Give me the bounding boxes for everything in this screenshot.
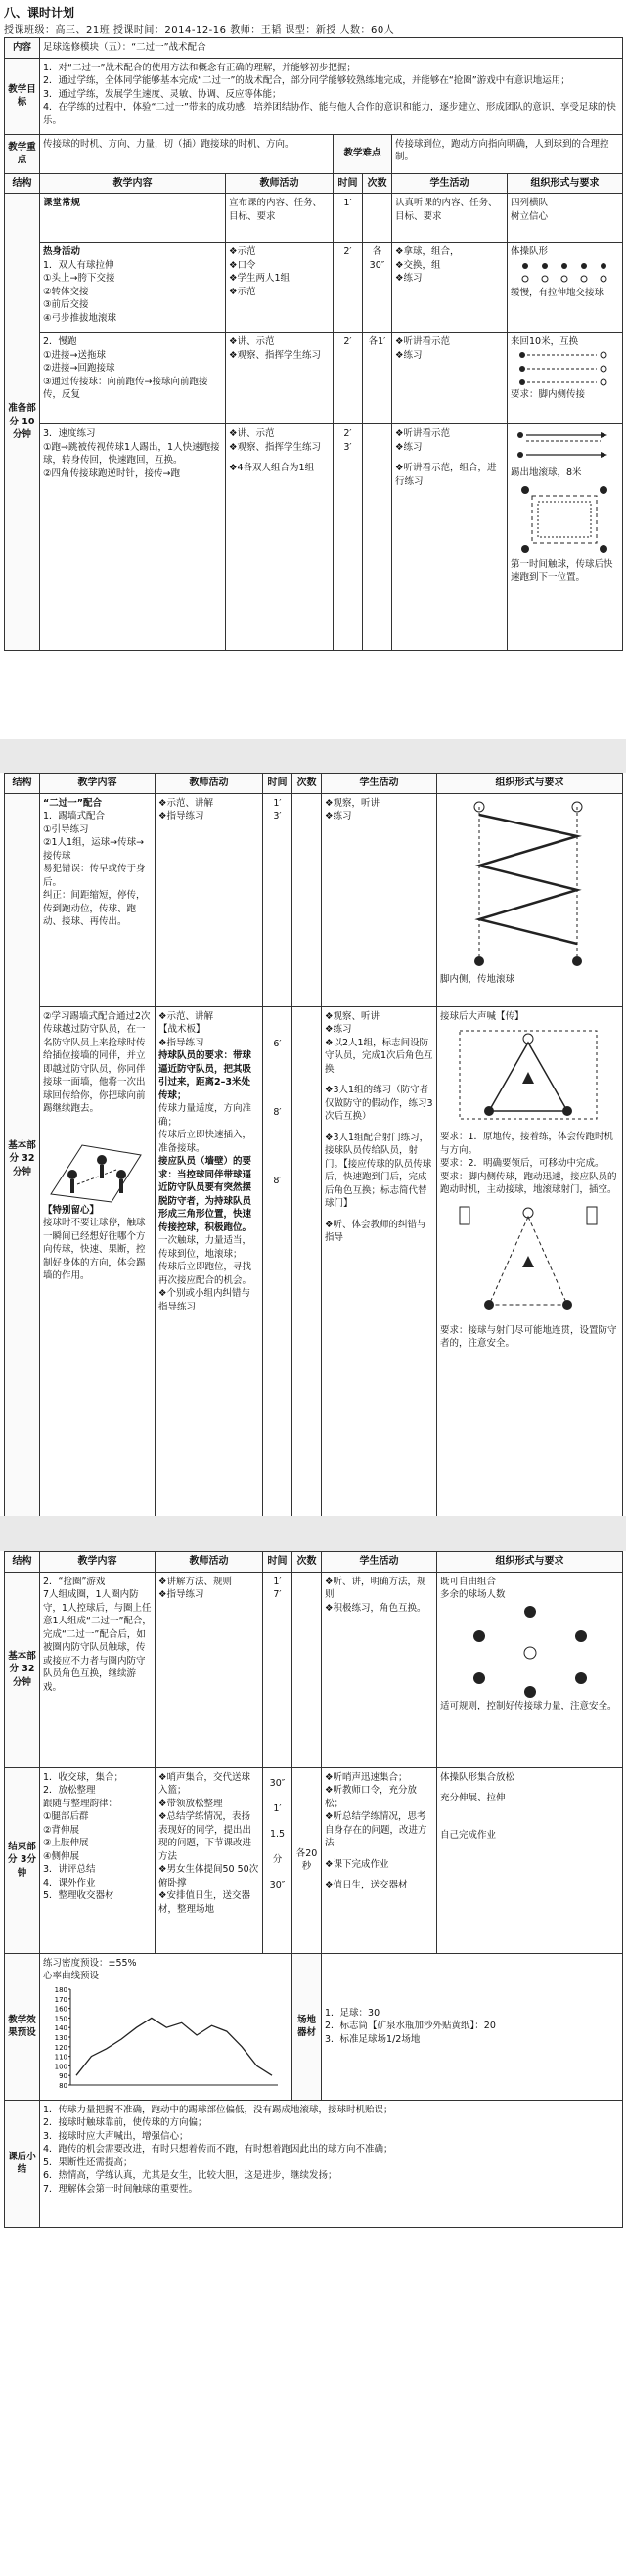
y-tick-label: 100 [54, 2062, 67, 2070]
table-row: 课后小结 1．传球力量把握不准确，跑动中的踢球部位偏低，没有踢成地滚球，接球时机贻误； 2．接球时触球靠前，使传球的方向偏； 3．接球时应大声喊出，增强信心； 4．跑传的机会需要改进，有时只想着传而不跑，有时想着跑因此出的球方向不准确； 5．果断性还需提高； 6．热情高，学练认真，尤其是女生，比较大胆，这是进步，继续发扬； 7．理解体会第一时间触球的重要性。 [5, 2100, 623, 2227]
section-prep: 准备部分 10分钟 [5, 194, 40, 651]
y-tick-label: 80 [59, 2081, 67, 2090]
table-row: 2．慢跑 ①进接→送拖球 ②进接→回跑接球 ③通过传接球：向前跑传→接球向前跑接传，反复 ❖讲、示范 ❖观察、指挥学生练习 2′ 各1′ ❖听讲看示范 ❖练习 来回10米，互换 要求：脚内侧传接 [5, 333, 623, 424]
closing-part-table: 结构 教学内容 教师活动 时间 次数 学生活动 组织形式与要求 基本部分 32分钟 2．“抢圈”游戏 7人组成圈，1人圈内防守，1人控球后，与圈上任意1人组成“二过一”配合，完成“二过一”配合后，如被圈内防守队员触球，传或接应不力者与圈内防守队员角色互换，继续游戏。 ❖讲解方法、规则 ❖指导练习 1′ 7′ ❖听、讲，明确方法，规则 ❖积极练习，角色互换。 既可自由组合 多余的球场人数 适可规则，控制好传接球力量，注意安全。 结束部分 3分钟 1．收交球，集合； 2．放松整理 跟随与整理韵律： ①腿部后群 ②背伸展 ③上肢伸展 ④侧伸展 3．讲评总结 4．课外作业 5．整理收交器材 ❖哨声集合，交代送球入篮； ❖带领放松整理 ❖总结学练情况，表扬表现好的同学，提出出现的问题，下节课改进方法 ❖男女生体提间50 50次俯卧撑 ❖安排值日生，送交器材，整理场地 30″ 1′ 1.5分 30″ 各20秒 ❖听哨声迅速集合； ❖听教师口令，充分放松； ❖听总结学练情况，思考自身存在的问题，改进方法 ❖课下完成作业 ❖值日生，送交器材 体操队形集合放松 充分伸展、拉伸 自己完成作业 教学效果预设 练习密度预设：±55% 心率曲线预设 180 170 160 150 140 130 120 110 100 90 80 场地器材 1．足球：30 2．标志筒【矿泉水瓶加沙外贴黄纸】：20 3．标准足球场1/2场地 课后小结 1．传球力量把握不准确，跑动中的踢球部位偏低，没有踢成地滚球，接球时机贻误； 2．接球时触球靠前，使传球的方向偏； 3．接球时应大声喊出，增强信心； 4．跑传的机会需要改进，有时只想着传而不跑，有时想着跑因此出的球方向不准确； 5．果断性还需提高； 6．热情高，学练认真，尤其是女生，比较大胆，这是进步，继续发扬； 7．理解体会第一时间触球的重要性。 [4, 1551, 623, 2228]
shooting-drill-diagram [440, 1197, 620, 1324]
diff-label: 教学难点 [334, 134, 392, 173]
square-pass-diagram [511, 480, 618, 558]
key-label: 教学重点 [5, 134, 40, 173]
content-label: 内容 [5, 38, 40, 59]
col-student: 学生活动 [392, 173, 508, 194]
col-time: 时间 [334, 173, 363, 194]
key-value: 传接球的时机、方向、力量，切（插）跑接球的时机、方向。 [40, 134, 334, 173]
table-row: 结束部分 3分钟 1．收交球，集合； 2．放松整理 跟随与整理韵律： ①腿部后群 ②背伸展 ③上肢伸展 ④侧伸展 3．讲评总结 4．课外作业 5．整理收交器材 ❖哨声集合，交代送球入篮； ❖带领放松整理 ❖总结学练情况，表扬表现好的同学，提出出现的问题，下节课改进方法 ❖男女生体提间50 50次俯卧撑 ❖安排值日生，送交器材，整理场地 30″ 1′ 1.5分 30″ 各20秒 ❖听哨声迅速集合； ❖听教师口令，充分放松； ❖听总结学练情况，思考自身存在的问题，改进方法 ❖课下完成作业 ❖值日生，送交器材 体操队形集合放松 充分伸展、拉伸 自己完成作业 [5, 1767, 623, 1953]
table-row: 准备部分 10分钟 课堂常规 宣布课的内容、任务、目标、要求 1′ 认真听课的内容、任务、目标、要求 四列横队 树立信心 [5, 194, 623, 243]
chart-axes [70, 1989, 278, 2085]
y-tick-label: 90 [59, 2071, 67, 2080]
table-row: 基本部分 32分钟 2．“抢圈”游戏 7人组成圈，1人圈内防守，1人控球后，与圈上任意1人组成“二过一”配合，完成“二过一”配合后，如被圈内防守队员触球，传或接应不力者与圈内防守队员角色互换，继续游戏。 ❖讲解方法、规则 ❖指导练习 1′ 7′ ❖听、讲，明确方法，规则 ❖积极练习，角色互换。 既可自由组合 多余的球场人数 适可规则，控制好传接球力量，注意安全。 [5, 1572, 623, 1767]
col-content: 教学内容 [40, 173, 226, 194]
header-table [4, 37, 623, 651]
basic-part-table: 结构 教学内容 教师活动 时间 次数 学生活动 组织形式与要求 基本部分 32分钟 “二过一”配合 1．踢墙式配合 ①引导练习 ②1人1组，运球→传球→接传球 易犯错误：传早或传于身后。 纠正：间距缩短，停传，传到跑动位，传球、跑动、接球、再传出。 ❖示范、讲解 ❖指导练习 1′ 3′ ❖观察，听讲 ❖练习 脚内侧，传地滚球 ②学习踢墙式配合通过2次传球越过防守队员，在一名防守队员上来抢球时传给插位接墙的同伴，并立即越过防守队员，你同伴接球一面墙，他将一次出球回传给你，你把球向前踢继续跑去。 【特别留心】 接球时不要让球停，触球一瞬间已经想好往哪个方向传球，快速、果断，控制好身体的方向，体会踢墙的作用。 ❖示范、讲解 【战术板】 ❖指导练习 持球队员的要求：带球逼近防守队员，把其吸引过来，距离2–3米处传球； 传球力量适度，方向准确； 传球后立即快速插入，准备接球。 接应队员（墙壁）的要求：当控球同伴带球逼近防守队员要有突然摆脱防守者，为持球队员形成三角形位置，快速传接控球，积极跑位。 一次触球，力量适当，传球到位，地滚球； 传球后立即跑位，寻找再次接应配合的机会。 ❖个别或小组内纠错与指导练习 6′ 8′ 8′ ❖观察、听讲 ❖练习 ❖以2人1组，标志间设防守队员，完成1次后角色互换 ❖3人1组的练习（防守者仅做防守的假动作，练习3次后互换） ❖3人1组配合射门练习，接球队员传给队员，射门。【接应传球的队员传球后，快速跑到门后，完成后角色互换；标志简代替球门】 ❖听、体会教师的纠错与指导 接球后大声喊【传】 要求：1．原地传，接着练，体会传跑时机与方向。 要求：2．明确要领后，可移动中完成。 要求：脚内侧传球，跑动迅速，接应队员的跑动时机，主动接球，地滚球射门，插空。 要求：接球与射门尽可能地连贯，设置防守者的，注意安全。 [4, 773, 623, 1526]
heart-rate-line [76, 2018, 272, 2075]
class-info: 授课班级：高三、21班 授课时间：2014-12-16 教师：王韬 课型：新授 人数：60人 [4, 25, 395, 36]
density-text: 练习密度预设：±55% [43, 1957, 137, 1969]
y-tick-label: 140 [54, 2023, 67, 2032]
heart-rate-chart [43, 1983, 288, 2091]
y-tick-label: 160 [54, 2005, 67, 2014]
curve-title: 心率曲线预设 [43, 1971, 100, 1981]
page-title: 八、课时计划 [4, 6, 75, 20]
formation-diagram [511, 259, 618, 287]
col-org: 组织形式与要求 [508, 173, 623, 194]
speed-drill-diagram [511, 427, 618, 466]
goals-list: 1．对“二过一”战术配合的使用方法和概念有正确的理解，并能够初步把握； 2．通过学练，全体同学能够基本完成“二过一”的战术配合，部分同学能够较熟练地完成，并能够在“抢圈”游戏中有意识地运用； 3．通过学练，发展学生速度、灵敏、协调、反应等体能； 4．在学练的过程中，体验“二过一”带来的成功感，培养团结协作、能与他人合作的意识和能力，逐步建立、形成团队的意识，享受足球的快乐。 [40, 58, 623, 134]
zigzag-pass-diagram [440, 797, 620, 973]
table-row: 基本部分 32分钟 “二过一”配合 1．踢墙式配合 ①引导练习 ②1人1组，运球→传球→接传球 易犯错误：传早或传于身后。 纠正：间距缩短，停传，传到跑动位，传球、跑动、接球、再传出。 ❖示范、讲解 ❖指导练习 1′ 3′ ❖观察，听讲 ❖练习 脚内侧，传地滚球 [5, 793, 623, 1006]
wall-pass-figure [43, 1116, 151, 1204]
y-tick-label: 150 [54, 2014, 67, 2022]
table-row: 3．速度练习 ①跑→跳被传视传球1人踢出，1人快速跑接球，转身传回，快速跑回，互换。 ②四角传接球跑逆时针，接传→跑 ❖讲、示范 ❖观察、指挥学生练习 ❖4各双人组合为1组 2′ 3′ ❖听讲看示范 ❖练习 ❖听讲看示范，组合，进行练习 踢出地滚球，8米 第一时间触球，传球后快速跑到下一位置。 [5, 424, 623, 651]
col-count: 次数 [363, 173, 392, 194]
col-teacher: 教师活动 [226, 173, 334, 194]
y-tick-label: 130 [54, 2033, 67, 2042]
table-row: 热身活动 1．双人有球拉伸 ①头上→胯下交接 ②转体交接 ③前后交接 ④弓步推拔地滚球 ❖示范 ❖口令 ❖学生两人1组 ❖示范 2′ 各30″ ❖拿球，组合， ❖交换，组 ❖练习 体操队形 缓慢，有拉伸地交接球 [5, 243, 623, 333]
content-value: 足球选修模块（五）：“二过一”战术配合 [40, 38, 623, 59]
circle-game-diagram [440, 1602, 620, 1700]
triangle-pass-diagram [440, 1023, 620, 1131]
y-tick-label: 110 [54, 2053, 67, 2062]
y-tick-label: 180 [54, 1985, 67, 1994]
pass-pairs-diagram [511, 349, 618, 388]
y-tick-label: 170 [54, 1995, 67, 2004]
diff-value: 传接球到位，跑动方向指向明确，人到球到的合理控制。 [392, 134, 623, 173]
section-basic: 基本部分 32分钟 [5, 793, 40, 1525]
y-tick-label: 120 [54, 2043, 67, 2052]
table-row: ②学习踢墙式配合通过2次传球越过防守队员，在一名防守队员上来抢球时传给插位接墙的同伴，并立即越过防守队员，你同伴接球一面墙，他将一次出球回传给你，你把球向前踢继续跑去。 【特别留心】 接球时不要让球停，触球一瞬间已经想好往哪个方向传球，快速、果断，控制好身体的方向，体会踢墙的作用。 ❖示范、讲解 【战术板】 ❖指导练习 持球队员的要求：带球逼近防守队员，把其吸引过来，距离2–3米处传球； 传球力量适度，方向准确； 传球后立即快速插入，准备接球。 接应队员（墙壁）的要求：当控球同伴带球逼近防守队员要有突然摆脱防守者，为持球队员形成三角形位置，快速传接控球，积极跑位。 一次触球，力量适当，传球到位，地滚球； 传球后立即跑位，寻找再次接应配合的机会。 ❖个别或小组内纠错与指导练习 6′ 8′ 8′ ❖观察、听讲 ❖练习 ❖以2人1组，标志间设防守队员，完成1次后角色互换 ❖3人1组的练习（防守者仅做防守的假动作，练习3次后互换） ❖3人1组配合射门练习，接球队员传给队员，射门。【接应传球的队员传球后，快速跑到门后，完成后角色互换；标志简代替球门】 ❖听、体会教师的纠错与指导 接球后大声喊【传】 要求：1．原地传，接着练，体会传跑时机与方向。 要求：2．明确要领后，可移动中完成。 要求：脚内侧传球，跑动迅速，接应队员的跑动时机，主动接球，地滚球射门，插空。 要求：接球与射门尽可能地连贯，设置防守者的，注意安全。 [5, 1006, 623, 1525]
table-row: 教学效果预设 练习密度预设：±55% 心率曲线预设 180 170 160 150 140 130 120 110 100 90 80 场地器材 1．足球：30 2．标志筒【矿泉水瓶加沙外贴黄纸】：20 3．标准足球场1/2场地 [5, 1953, 623, 2100]
goals-label: 教学目标 [5, 58, 40, 134]
col-structure: 结构 [5, 173, 40, 194]
